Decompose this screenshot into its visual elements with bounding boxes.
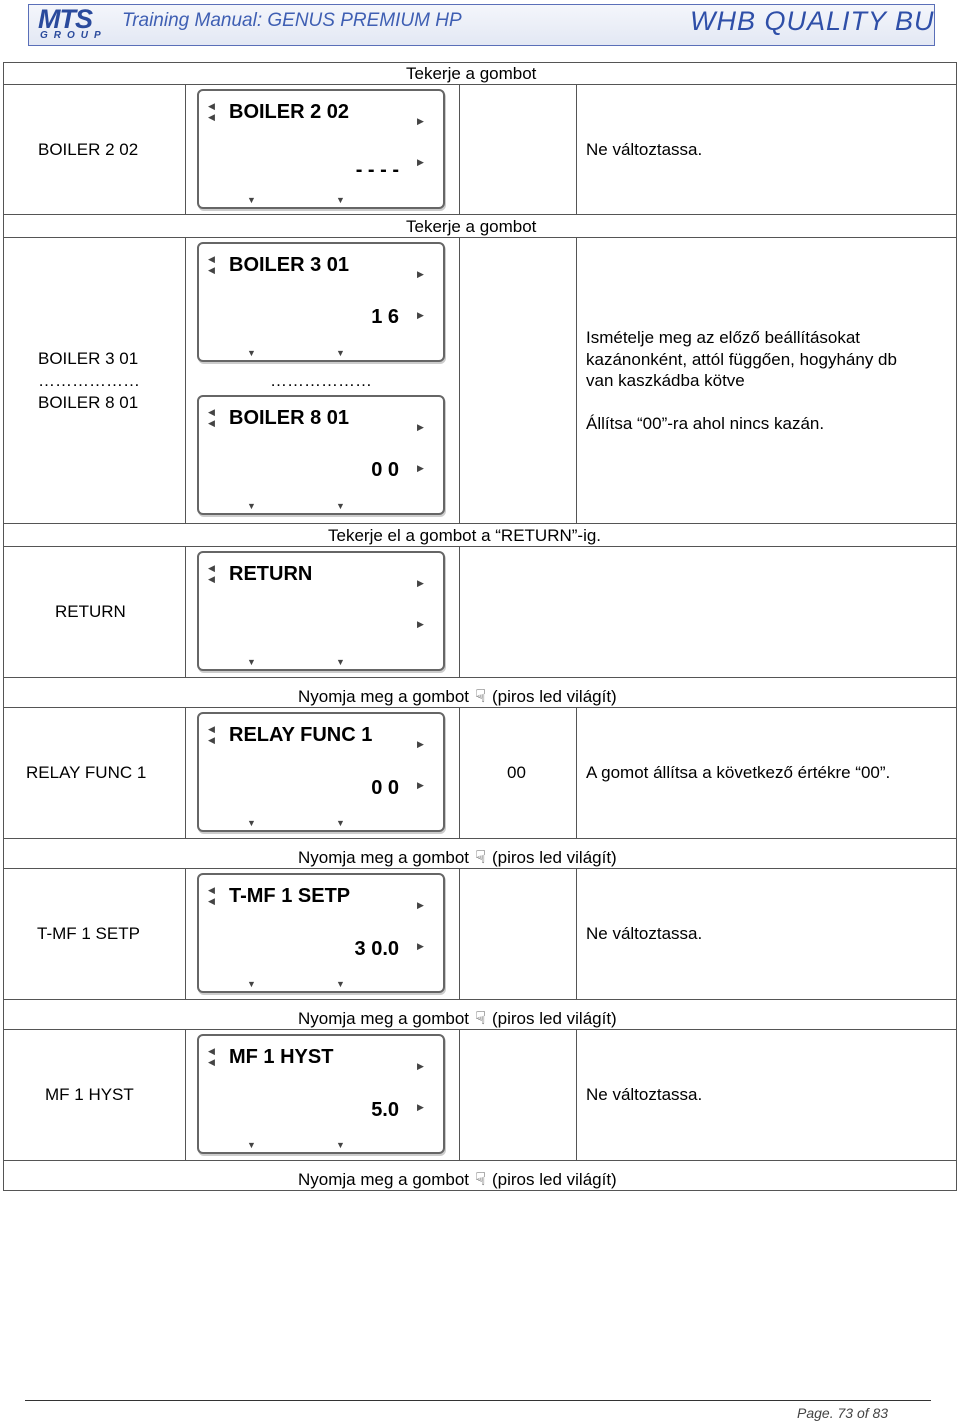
- row-label-boiler-3-01: BOILER 3 01: [38, 349, 139, 368]
- lcd-value: 1 6: [371, 306, 399, 328]
- arrow-icon: ◀ ◀: [208, 407, 215, 428]
- instruction-press: [298, 1008, 617, 1029]
- description: Ne változtassa.: [586, 924, 703, 943]
- description: Ne változtassa.: [586, 140, 703, 159]
- description: A gomot állítsa a következő értékre “00”.: [586, 763, 891, 782]
- arrow-icon: ▼: [336, 195, 345, 205]
- arrow-icon: ▼: [247, 979, 256, 989]
- row-label-boiler-8-01: BOILER 8 01: [38, 393, 139, 412]
- arrow-icon: ▶: [417, 780, 424, 790]
- instruction-led-text: (piros led világít): [492, 1009, 617, 1028]
- arrow-icon: ▶: [417, 422, 424, 432]
- page-number: Page. 73 of 83: [797, 1405, 889, 1421]
- description-line: van kaszkádba kötve: [586, 371, 745, 390]
- instruction-press: [298, 686, 617, 707]
- arrow-icon: ▼: [247, 501, 256, 511]
- row-label-t-mf-1-setp: T-MF 1 SETP: [37, 924, 140, 943]
- arrow-icon: ▼: [336, 657, 345, 667]
- row-label-boiler-2-02: BOILER 2 02: [38, 140, 139, 159]
- lcd-display-t-mf-1-setp: [197, 873, 445, 993]
- lcd-title: RETURN: [229, 563, 313, 585]
- arrow-icon: ▼: [336, 501, 345, 511]
- lcd-display-boiler-2-02: [197, 89, 445, 209]
- lcd-value: 5.0: [371, 1099, 399, 1121]
- arrow-icon: ▶: [417, 310, 424, 320]
- row-label-relay-func-1: RELAY FUNC 1: [26, 763, 147, 782]
- arrow-icon: ▶: [417, 116, 424, 126]
- arrow-icon: ◀ ◀: [208, 724, 215, 745]
- arrow-icon: ◀ ◀: [208, 885, 215, 906]
- instruction-led-text: (piros led világít): [492, 687, 617, 706]
- row-label-mf-1-hyst: MF 1 HYST: [45, 1085, 134, 1104]
- arrow-icon: ▼: [336, 348, 345, 358]
- instruction-press-text: Nyomja meg a gombot: [298, 848, 470, 867]
- instruction-press-text: Nyomja meg a gombot: [298, 687, 470, 706]
- hand-press-icon: ☟: [475, 1008, 486, 1028]
- arrow-icon: ▶: [417, 1102, 424, 1112]
- manual-title: Training Manual: GENUS PREMIUM HP: [122, 10, 462, 31]
- arrow-icon: ▼: [247, 348, 256, 358]
- lcd-title: T-MF 1 SETP: [229, 885, 351, 907]
- arrow-icon: ▶: [417, 900, 424, 910]
- lcd-title: BOILER 3 01: [229, 254, 350, 276]
- lcd-value: 3 0.0: [354, 938, 399, 960]
- arrow-icon: ▶: [417, 1061, 424, 1071]
- instruction-turn-return: Tekerje el a gombot a “RETURN”-ig.: [328, 526, 602, 545]
- lcd-title: RELAY FUNC 1: [229, 724, 373, 746]
- lcd-title: BOILER 2 02: [229, 101, 350, 123]
- row-label-return: RETURN: [55, 602, 126, 621]
- logo-sub: GROUP: [40, 30, 107, 41]
- arrow-icon: ◀ ◀: [208, 254, 215, 275]
- arrow-icon: ▼: [247, 818, 256, 828]
- instruction-press: [298, 1169, 617, 1190]
- hand-press-icon: ☟: [475, 847, 486, 867]
- arrow-icon: ▼: [247, 657, 256, 667]
- arrow-icon: ▼: [247, 195, 256, 205]
- description: Ne változtassa.: [586, 1085, 703, 1104]
- hand-press-icon: ☟: [475, 1169, 486, 1189]
- lcd-dots: ………………: [270, 371, 372, 390]
- arrow-icon: ◀ ◀: [208, 1046, 215, 1067]
- instruction-press-text: Nyomja meg a gombot: [298, 1170, 470, 1189]
- lcd-display-boiler-3-01: [197, 242, 445, 362]
- lcd-value: 0 0: [371, 459, 399, 481]
- instruction-led-text: (piros led világít): [492, 1170, 617, 1189]
- business-unit: WHB QUALITY BU: [690, 6, 935, 36]
- arrow-icon: ▼: [336, 1140, 345, 1150]
- instruction-turn: Tekerje a gombot: [406, 217, 537, 236]
- description-line: Ismételje meg az előző beállításokat: [586, 328, 861, 347]
- lcd-title: BOILER 8 01: [229, 407, 350, 429]
- instruction-led-text: (piros led világít): [492, 848, 617, 867]
- arrow-icon: ◀ ◀: [208, 563, 215, 584]
- logo-main: MTS: [38, 4, 92, 34]
- lcd-value: - - - -: [355, 159, 399, 181]
- lcd-display-return: [197, 551, 445, 671]
- instruction-turn: Tekerje a gombot: [406, 64, 537, 83]
- arrow-icon: ▼: [336, 979, 345, 989]
- arrow-icon: ▶: [417, 269, 424, 279]
- instruction-press-text: Nyomja meg a gombot: [298, 1009, 470, 1028]
- arrow-icon: ▶: [417, 619, 424, 629]
- footer-rule: [25, 1400, 931, 1401]
- lcd-display-mf-1-hyst: [197, 1034, 445, 1154]
- lcd-value: 0 0: [371, 777, 399, 799]
- description-line: kazánonként, attól függően, hogyhány db: [586, 350, 897, 369]
- lcd-title: MF 1 HYST: [229, 1046, 334, 1068]
- arrow-icon: ▶: [417, 157, 424, 167]
- lcd-display-relay-func-1: [197, 712, 445, 832]
- arrow-icon: ▼: [336, 818, 345, 828]
- arrow-icon: ▶: [417, 739, 424, 749]
- mts-logo: [38, 4, 113, 42]
- row-label-dots: ………………: [38, 371, 140, 390]
- instruction-press: [298, 847, 617, 868]
- setting-value: 00: [507, 763, 526, 782]
- arrow-icon: ▶: [417, 578, 424, 588]
- arrow-icon: ▶: [417, 941, 424, 951]
- lcd-display-boiler-8-01: [197, 395, 445, 515]
- arrow-icon: ▶: [417, 463, 424, 473]
- description-line: Állítsa “00”-ra ahol nincs kazán.: [586, 414, 825, 433]
- arrow-icon: ◀ ◀: [208, 101, 215, 122]
- arrow-icon: ▼: [247, 1140, 256, 1150]
- hand-press-icon: ☟: [475, 686, 486, 706]
